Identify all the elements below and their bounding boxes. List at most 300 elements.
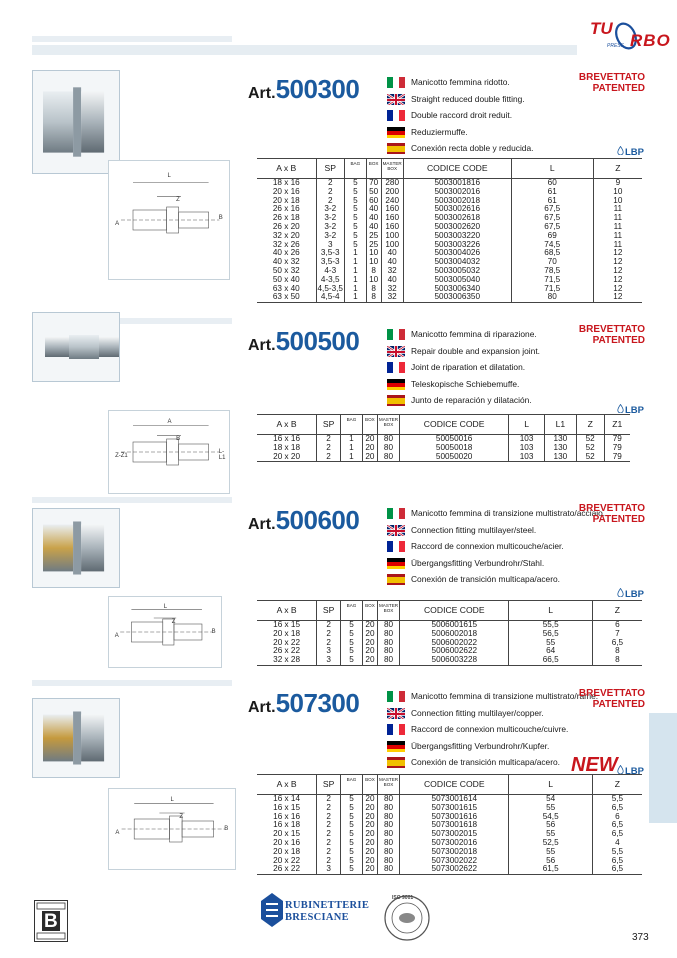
table-header-cell: BOX bbox=[366, 159, 381, 179]
table-cell: 1 bbox=[341, 444, 363, 453]
description-list bbox=[387, 326, 540, 409]
lbp-text: LBP bbox=[625, 589, 644, 600]
article-band bbox=[32, 680, 232, 686]
table-cell: 80 bbox=[377, 821, 399, 830]
table-cell: 2 bbox=[317, 639, 341, 648]
article-number: 507300 bbox=[275, 688, 360, 718]
table-cell: 10 bbox=[593, 197, 642, 206]
table-cell: 52 bbox=[576, 444, 604, 453]
table-header-cell: MASTER BOX bbox=[377, 775, 399, 795]
description-de bbox=[387, 738, 598, 755]
table-cell: 2 bbox=[317, 444, 341, 453]
table-cell: 12 bbox=[593, 293, 642, 302]
footer-brand-mark bbox=[34, 900, 68, 942]
table-cell: 100 bbox=[381, 241, 403, 250]
table-header-cell: L bbox=[509, 415, 545, 435]
description-es bbox=[387, 392, 540, 409]
table-cell: 5003001816 bbox=[403, 179, 511, 188]
flag-fr-icon bbox=[387, 361, 405, 373]
table-cell: 8 bbox=[366, 285, 381, 294]
table-cell: 20 bbox=[362, 435, 377, 444]
table-header-cell: MASTER BOX bbox=[377, 415, 399, 435]
table-cell: 5073002015 bbox=[400, 830, 509, 839]
iso-certification-seal bbox=[378, 893, 436, 943]
drawing-label: L bbox=[167, 173, 171, 179]
patent-text: PATENTED bbox=[592, 699, 645, 710]
table-cell: 40 bbox=[366, 205, 381, 214]
table-header-cell: Z1 bbox=[604, 415, 630, 435]
table-cell: 280 bbox=[381, 179, 403, 188]
water-drop-icon bbox=[617, 589, 624, 600]
drawing-label: A bbox=[115, 221, 120, 227]
table-cell: 80 bbox=[377, 839, 399, 848]
flag-fr-icon bbox=[387, 109, 405, 121]
article-band bbox=[32, 497, 232, 503]
turbo-press-logo bbox=[590, 15, 671, 57]
table-cell: 20 x 18 bbox=[272, 195, 300, 205]
table-cell: 55,5 bbox=[509, 621, 592, 630]
table-cell: 71,5 bbox=[511, 285, 593, 294]
table-row bbox=[257, 656, 642, 665]
fitting-photo-icon bbox=[33, 509, 119, 587]
table-cell: 66,5 bbox=[509, 656, 592, 665]
table-header-cell: Z bbox=[592, 775, 642, 795]
table-cell: 5003004032 bbox=[403, 258, 511, 267]
table-cell: 5 bbox=[341, 656, 363, 665]
table-header-cell: SP bbox=[316, 159, 345, 179]
table-row bbox=[257, 453, 630, 462]
technical-drawing bbox=[108, 160, 230, 280]
table-cell: 1 bbox=[345, 285, 367, 294]
table-cell: 80 bbox=[377, 804, 399, 813]
table-cell: 20 bbox=[362, 444, 377, 453]
flag-uk-icon bbox=[387, 345, 405, 357]
table-cell: 4-3 bbox=[316, 267, 345, 276]
table-cell: 5006001615 bbox=[400, 621, 509, 630]
table-cell: 5073001614 bbox=[400, 795, 509, 804]
table-cell: 40 bbox=[366, 223, 381, 232]
table-cell: 26 x 18 bbox=[272, 213, 300, 223]
article-prefix: Art. bbox=[248, 699, 276, 716]
table-cell: 12 bbox=[593, 267, 642, 276]
article-title bbox=[248, 326, 359, 357]
table-cell: 3-2 bbox=[316, 205, 345, 214]
description-text: Conexión de transición multicapa/acero. bbox=[411, 574, 560, 585]
technical-drawing bbox=[108, 788, 236, 870]
flag-es-icon bbox=[387, 142, 405, 154]
table-cell: 3 bbox=[317, 865, 341, 874]
table-cell: 61,5 bbox=[509, 865, 592, 874]
table-cell: 5003002618 bbox=[403, 214, 511, 223]
table-cell: 3,5-3 bbox=[316, 249, 345, 258]
drawing-label: L-L1 bbox=[218, 448, 226, 461]
new-badge: NEW bbox=[571, 754, 618, 776]
article-number: 500500 bbox=[275, 326, 360, 356]
table-cell: 20 x 16 bbox=[273, 837, 301, 847]
drawing-label: B bbox=[224, 825, 229, 832]
table-cell: 5003006350 bbox=[403, 293, 511, 302]
table-cell: 16 x 15 bbox=[273, 802, 301, 812]
table-cell: 5 bbox=[345, 179, 367, 188]
table-cell: 160 bbox=[381, 223, 403, 232]
description-text: Manicotto femmina di transizione multistrato/rame. bbox=[411, 691, 599, 702]
table-cell: 5003002616 bbox=[403, 205, 511, 214]
table-cell: 61 bbox=[511, 197, 593, 206]
table-cell: 20 bbox=[362, 639, 377, 648]
table-cell: 2 bbox=[316, 197, 345, 206]
table-cell: 6,5 bbox=[592, 821, 642, 830]
table-cell: 5003006340 bbox=[403, 285, 511, 294]
table-cell: 5003002016 bbox=[403, 188, 511, 197]
table-cell: 63 x 50 bbox=[272, 292, 300, 302]
table-cell: 5 bbox=[341, 813, 363, 822]
table-cell: 61 bbox=[511, 188, 593, 197]
table-cell: 55 bbox=[509, 830, 592, 839]
table-cell: 5 bbox=[345, 197, 367, 206]
table-cell: 11 bbox=[593, 223, 642, 232]
description-text: Double raccord droit reduit. bbox=[411, 110, 513, 121]
table-cell: 40 bbox=[381, 249, 403, 258]
table-cell: 5 bbox=[345, 214, 367, 223]
table-cell: 20 bbox=[362, 839, 377, 848]
table-cell: 103 bbox=[509, 453, 545, 462]
flag-it-icon bbox=[387, 690, 405, 702]
fitting-photo-icon bbox=[33, 699, 119, 777]
table-cell: 67,5 bbox=[511, 214, 593, 223]
table-header-row bbox=[257, 775, 642, 795]
description-text: Conexión de transición multicapa/acero. bbox=[411, 757, 560, 768]
table-cell: 4 bbox=[592, 839, 642, 848]
table-cell: 80 bbox=[377, 647, 399, 656]
flag-uk-icon bbox=[387, 93, 405, 105]
patent-badge bbox=[579, 324, 645, 346]
table-cell: 5003004026 bbox=[403, 249, 511, 258]
technical-drawing bbox=[108, 410, 230, 494]
table-cell: 3,5-3 bbox=[316, 258, 345, 267]
table-cell: 18 x 18 bbox=[273, 442, 300, 452]
table-cell: 12 bbox=[593, 285, 642, 294]
description-text: Manicotto femmina ridotto. bbox=[411, 77, 510, 88]
table-cell: 25 bbox=[366, 232, 381, 241]
table-cell: 26 x 22 bbox=[273, 864, 301, 874]
table-cell: 20 bbox=[362, 647, 377, 656]
table-cell: 20 bbox=[362, 804, 377, 813]
description-es bbox=[387, 571, 605, 588]
lbp-label bbox=[617, 146, 644, 158]
table-cell: 20 bbox=[362, 795, 377, 804]
table-cell: 26 x 20 bbox=[272, 221, 300, 231]
table-header-cell: L1 bbox=[544, 415, 576, 435]
table-cell: 4,5-4 bbox=[316, 293, 345, 302]
drawing-label: Z-Z1 bbox=[115, 453, 128, 459]
product-photo bbox=[32, 312, 120, 382]
table-cell: 78,5 bbox=[511, 267, 593, 276]
table-cell: 1 bbox=[345, 249, 367, 258]
table-cell: 69 bbox=[511, 232, 593, 241]
table-cell: 55 bbox=[509, 804, 592, 813]
table-cell: 80 bbox=[377, 813, 399, 822]
table-cell: 5003003220 bbox=[403, 232, 511, 241]
table-header-cell: L bbox=[509, 775, 592, 795]
table-cell: 80 bbox=[377, 444, 399, 453]
table-cell: 25 bbox=[366, 241, 381, 250]
side-index-tab bbox=[649, 713, 677, 823]
description-fr bbox=[387, 107, 533, 124]
description-de bbox=[387, 555, 605, 572]
table-cell: 5073002018 bbox=[400, 848, 509, 857]
table-cell: 56,5 bbox=[509, 630, 592, 639]
description-it bbox=[387, 74, 533, 91]
table-cell: 10 bbox=[593, 188, 642, 197]
table-cell: 5003003226 bbox=[403, 241, 511, 250]
table-cell: 3-2 bbox=[316, 223, 345, 232]
table-cell: 1 bbox=[341, 435, 363, 444]
table-cell: 6,5 bbox=[592, 804, 642, 813]
article-title bbox=[248, 505, 359, 536]
patent-text: PATENTED bbox=[592, 83, 645, 94]
table-cell: 80 bbox=[377, 830, 399, 839]
table-cell: 5 bbox=[345, 241, 367, 250]
table-cell: 67,5 bbox=[511, 223, 593, 232]
flag-it-icon bbox=[387, 76, 405, 88]
product-photo bbox=[32, 508, 120, 588]
table-cell: 52 bbox=[576, 453, 604, 462]
page-number: 373 bbox=[632, 932, 649, 943]
table-header-row bbox=[257, 159, 642, 179]
table-header-row bbox=[257, 415, 630, 435]
flag-es-icon bbox=[387, 573, 405, 585]
table-header-cell: A x B bbox=[257, 159, 316, 179]
description-text: Teleskopische Schiebemuffe. bbox=[411, 378, 520, 389]
lbp-text: LBP bbox=[625, 405, 644, 416]
table-cell: 2 bbox=[317, 621, 341, 630]
description-text: Übergangsfitting Verbundrohr/Kupfer. bbox=[411, 740, 550, 751]
table-cell: 2 bbox=[316, 188, 345, 197]
table-cell: 80 bbox=[377, 639, 399, 648]
drawing-label: Z bbox=[171, 618, 176, 625]
header-band bbox=[32, 45, 577, 55]
spec-table bbox=[257, 600, 642, 666]
table-cell: 3-2 bbox=[316, 232, 345, 241]
drawing-label: B bbox=[218, 215, 223, 221]
article-number: 500300 bbox=[275, 74, 360, 104]
table-cell: 16 x 14 bbox=[273, 794, 301, 803]
table-cell: 5 bbox=[341, 839, 363, 848]
table-cell: 32 bbox=[381, 267, 403, 276]
table-cell: 20 bbox=[362, 848, 377, 857]
flag-it-icon bbox=[387, 507, 405, 519]
description-text: Junto de reparación y dilatación. bbox=[411, 395, 532, 406]
article-band bbox=[32, 36, 232, 42]
table-cell: 5006003228 bbox=[400, 656, 509, 665]
flag-es-icon bbox=[387, 394, 405, 406]
description-uk bbox=[387, 705, 598, 722]
table-header-cell: MASTER BOX bbox=[381, 159, 403, 179]
table-header-cell: A x B bbox=[257, 415, 317, 435]
table-cell: 50 x 32 bbox=[272, 265, 300, 275]
table-cell: 5 bbox=[341, 804, 363, 813]
table-cell: 20 x 22 bbox=[273, 855, 301, 865]
table-cell: 32 bbox=[381, 285, 403, 294]
table-header-cell: SP bbox=[317, 601, 341, 621]
table-cell: 4-3,5 bbox=[316, 276, 345, 285]
table-cell: 50050018 bbox=[400, 444, 509, 453]
table-cell: 79 bbox=[604, 453, 630, 462]
table-cell: 103 bbox=[509, 435, 545, 444]
table-cell: 20 x 16 bbox=[272, 186, 300, 196]
table-cell: 10 bbox=[366, 258, 381, 267]
table-cell: 5 bbox=[341, 639, 363, 648]
table-cell: 6 bbox=[592, 621, 642, 630]
logo-rbo-text: RBO bbox=[630, 31, 671, 50]
table-cell: 5003005032 bbox=[403, 267, 511, 276]
table-cell: 2 bbox=[317, 839, 341, 848]
table-cell: 20 bbox=[362, 813, 377, 822]
table-cell: 5,5 bbox=[592, 848, 642, 857]
table-cell: 3-2 bbox=[316, 214, 345, 223]
description-text: Connection fitting multilayer/steel. bbox=[411, 524, 537, 535]
table-cell: 5073002622 bbox=[400, 865, 509, 874]
table-cell: 52 bbox=[576, 435, 604, 444]
table-cell: 60 bbox=[366, 197, 381, 206]
spec-table bbox=[257, 774, 642, 875]
table-header-cell: CODICE CODE bbox=[400, 601, 509, 621]
table-row bbox=[257, 293, 642, 302]
table-cell: 240 bbox=[381, 197, 403, 206]
table-cell: 103 bbox=[509, 444, 545, 453]
table-cell: 20 bbox=[362, 656, 377, 665]
description-text: Connection fitting multilayer/copper. bbox=[411, 707, 544, 718]
table-cell: 32 x 26 bbox=[272, 239, 300, 249]
description-it bbox=[387, 688, 598, 705]
table-cell: 20 bbox=[362, 821, 377, 830]
table-cell: 5 bbox=[341, 865, 363, 874]
patent-text: BREVETTATO bbox=[578, 324, 645, 335]
table-cell: 5 bbox=[341, 830, 363, 839]
table-header-cell: BAG bbox=[341, 601, 363, 621]
description-de bbox=[387, 124, 533, 141]
article-prefix: Art. bbox=[248, 85, 276, 102]
description-fr bbox=[387, 721, 598, 738]
lbp-text: LBP bbox=[625, 147, 644, 158]
table-cell: 160 bbox=[381, 214, 403, 223]
table-cell: 18 x 16 bbox=[272, 178, 300, 187]
table-header-cell: CODICE CODE bbox=[400, 775, 509, 795]
drawing-label: A bbox=[167, 419, 172, 426]
table-cell: 40 bbox=[381, 258, 403, 267]
table-cell: 5073001618 bbox=[400, 821, 509, 830]
table-cell: 5006002018 bbox=[400, 630, 509, 639]
patent-text: PATENTED bbox=[592, 335, 645, 346]
table-cell: 64 bbox=[509, 647, 592, 656]
table-cell: 80 bbox=[377, 435, 399, 444]
table-cell: 3 bbox=[317, 647, 341, 656]
description-text: Raccord de connexion multicouche/acier. bbox=[411, 541, 564, 552]
flag-it-icon bbox=[387, 328, 405, 340]
table-cell: 8 bbox=[592, 656, 642, 665]
patent-badge bbox=[579, 503, 645, 525]
flag-de-icon bbox=[387, 557, 405, 569]
company-name-line1: RUBINETTERIE bbox=[285, 900, 370, 911]
table-cell: 6,5 bbox=[592, 830, 642, 839]
table-cell: 26 x 22 bbox=[273, 646, 301, 656]
table-cell: 54 bbox=[509, 795, 592, 804]
table-cell: 32 x 20 bbox=[272, 230, 300, 240]
description-list bbox=[387, 688, 598, 771]
table-header-cell: Z bbox=[593, 159, 642, 179]
table-cell: 10 bbox=[366, 276, 381, 285]
table-cell: 50 bbox=[366, 188, 381, 197]
patent-text: BREVETTATO bbox=[578, 503, 645, 514]
patent-text: BREVETTATO bbox=[578, 72, 645, 83]
table-cell: 20 x 22 bbox=[273, 637, 301, 647]
table-cell: 2 bbox=[317, 857, 341, 866]
table-cell: 130 bbox=[544, 453, 576, 462]
table-cell: 6,5 bbox=[592, 857, 642, 866]
table-header-row bbox=[257, 601, 642, 621]
table-cell: 20 x 20 bbox=[273, 451, 300, 461]
table-cell: 3 bbox=[316, 241, 345, 250]
drawing-label: A bbox=[114, 633, 119, 639]
table-cell: 1 bbox=[345, 293, 367, 302]
table-header-cell: L bbox=[509, 601, 592, 621]
table-cell: 80 bbox=[511, 293, 593, 302]
table-cell: 11 bbox=[593, 241, 642, 250]
table-header-cell: SP bbox=[317, 415, 341, 435]
table-cell: 79 bbox=[604, 435, 630, 444]
company-name-line2: BRESCIANE bbox=[285, 912, 349, 923]
table-header-cell: CODICE CODE bbox=[400, 415, 509, 435]
flag-fr-icon bbox=[387, 723, 405, 735]
table-header-cell: L bbox=[511, 159, 593, 179]
table-header-cell: Z bbox=[576, 415, 604, 435]
table-cell: 5003002620 bbox=[403, 223, 511, 232]
description-text: Repair double and expansion joint. bbox=[411, 345, 540, 356]
table-cell: 70 bbox=[366, 179, 381, 188]
table-cell: 80 bbox=[377, 630, 399, 639]
fitting-photo-icon bbox=[33, 313, 119, 381]
table-header-cell: CODICE CODE bbox=[403, 159, 511, 179]
table-cell: 1 bbox=[345, 258, 367, 267]
table-cell: 5073002016 bbox=[400, 839, 509, 848]
table-header-cell: BAG bbox=[341, 775, 363, 795]
flag-de-icon bbox=[387, 378, 405, 390]
spec-table bbox=[257, 158, 642, 303]
table-cell: 40 x 26 bbox=[272, 248, 300, 258]
iso-seal-text: ISO 9001 bbox=[392, 895, 414, 901]
description-de bbox=[387, 376, 540, 393]
table-cell: 79 bbox=[604, 444, 630, 453]
table-cell: 6 bbox=[592, 813, 642, 822]
table-cell: 40 bbox=[366, 214, 381, 223]
table-cell: 5 bbox=[345, 223, 367, 232]
table-cell: 5 bbox=[341, 848, 363, 857]
table-cell: 130 bbox=[544, 435, 576, 444]
water-drop-icon bbox=[617, 147, 624, 158]
flag-fr-icon bbox=[387, 540, 405, 552]
table-cell: 2 bbox=[317, 453, 341, 462]
article-prefix: Art. bbox=[248, 516, 276, 533]
table-cell: 8 bbox=[366, 293, 381, 302]
table-cell: 80 bbox=[377, 857, 399, 866]
description-uk bbox=[387, 91, 533, 108]
description-text: Manicotto femmina di riparazione. bbox=[411, 329, 537, 340]
table-cell: 100 bbox=[381, 232, 403, 241]
table-header-cell: A x B bbox=[257, 775, 317, 795]
table-header-cell: MASTER BOX bbox=[377, 601, 399, 621]
table-cell: 5 bbox=[341, 821, 363, 830]
table-cell: 5,5 bbox=[592, 795, 642, 804]
